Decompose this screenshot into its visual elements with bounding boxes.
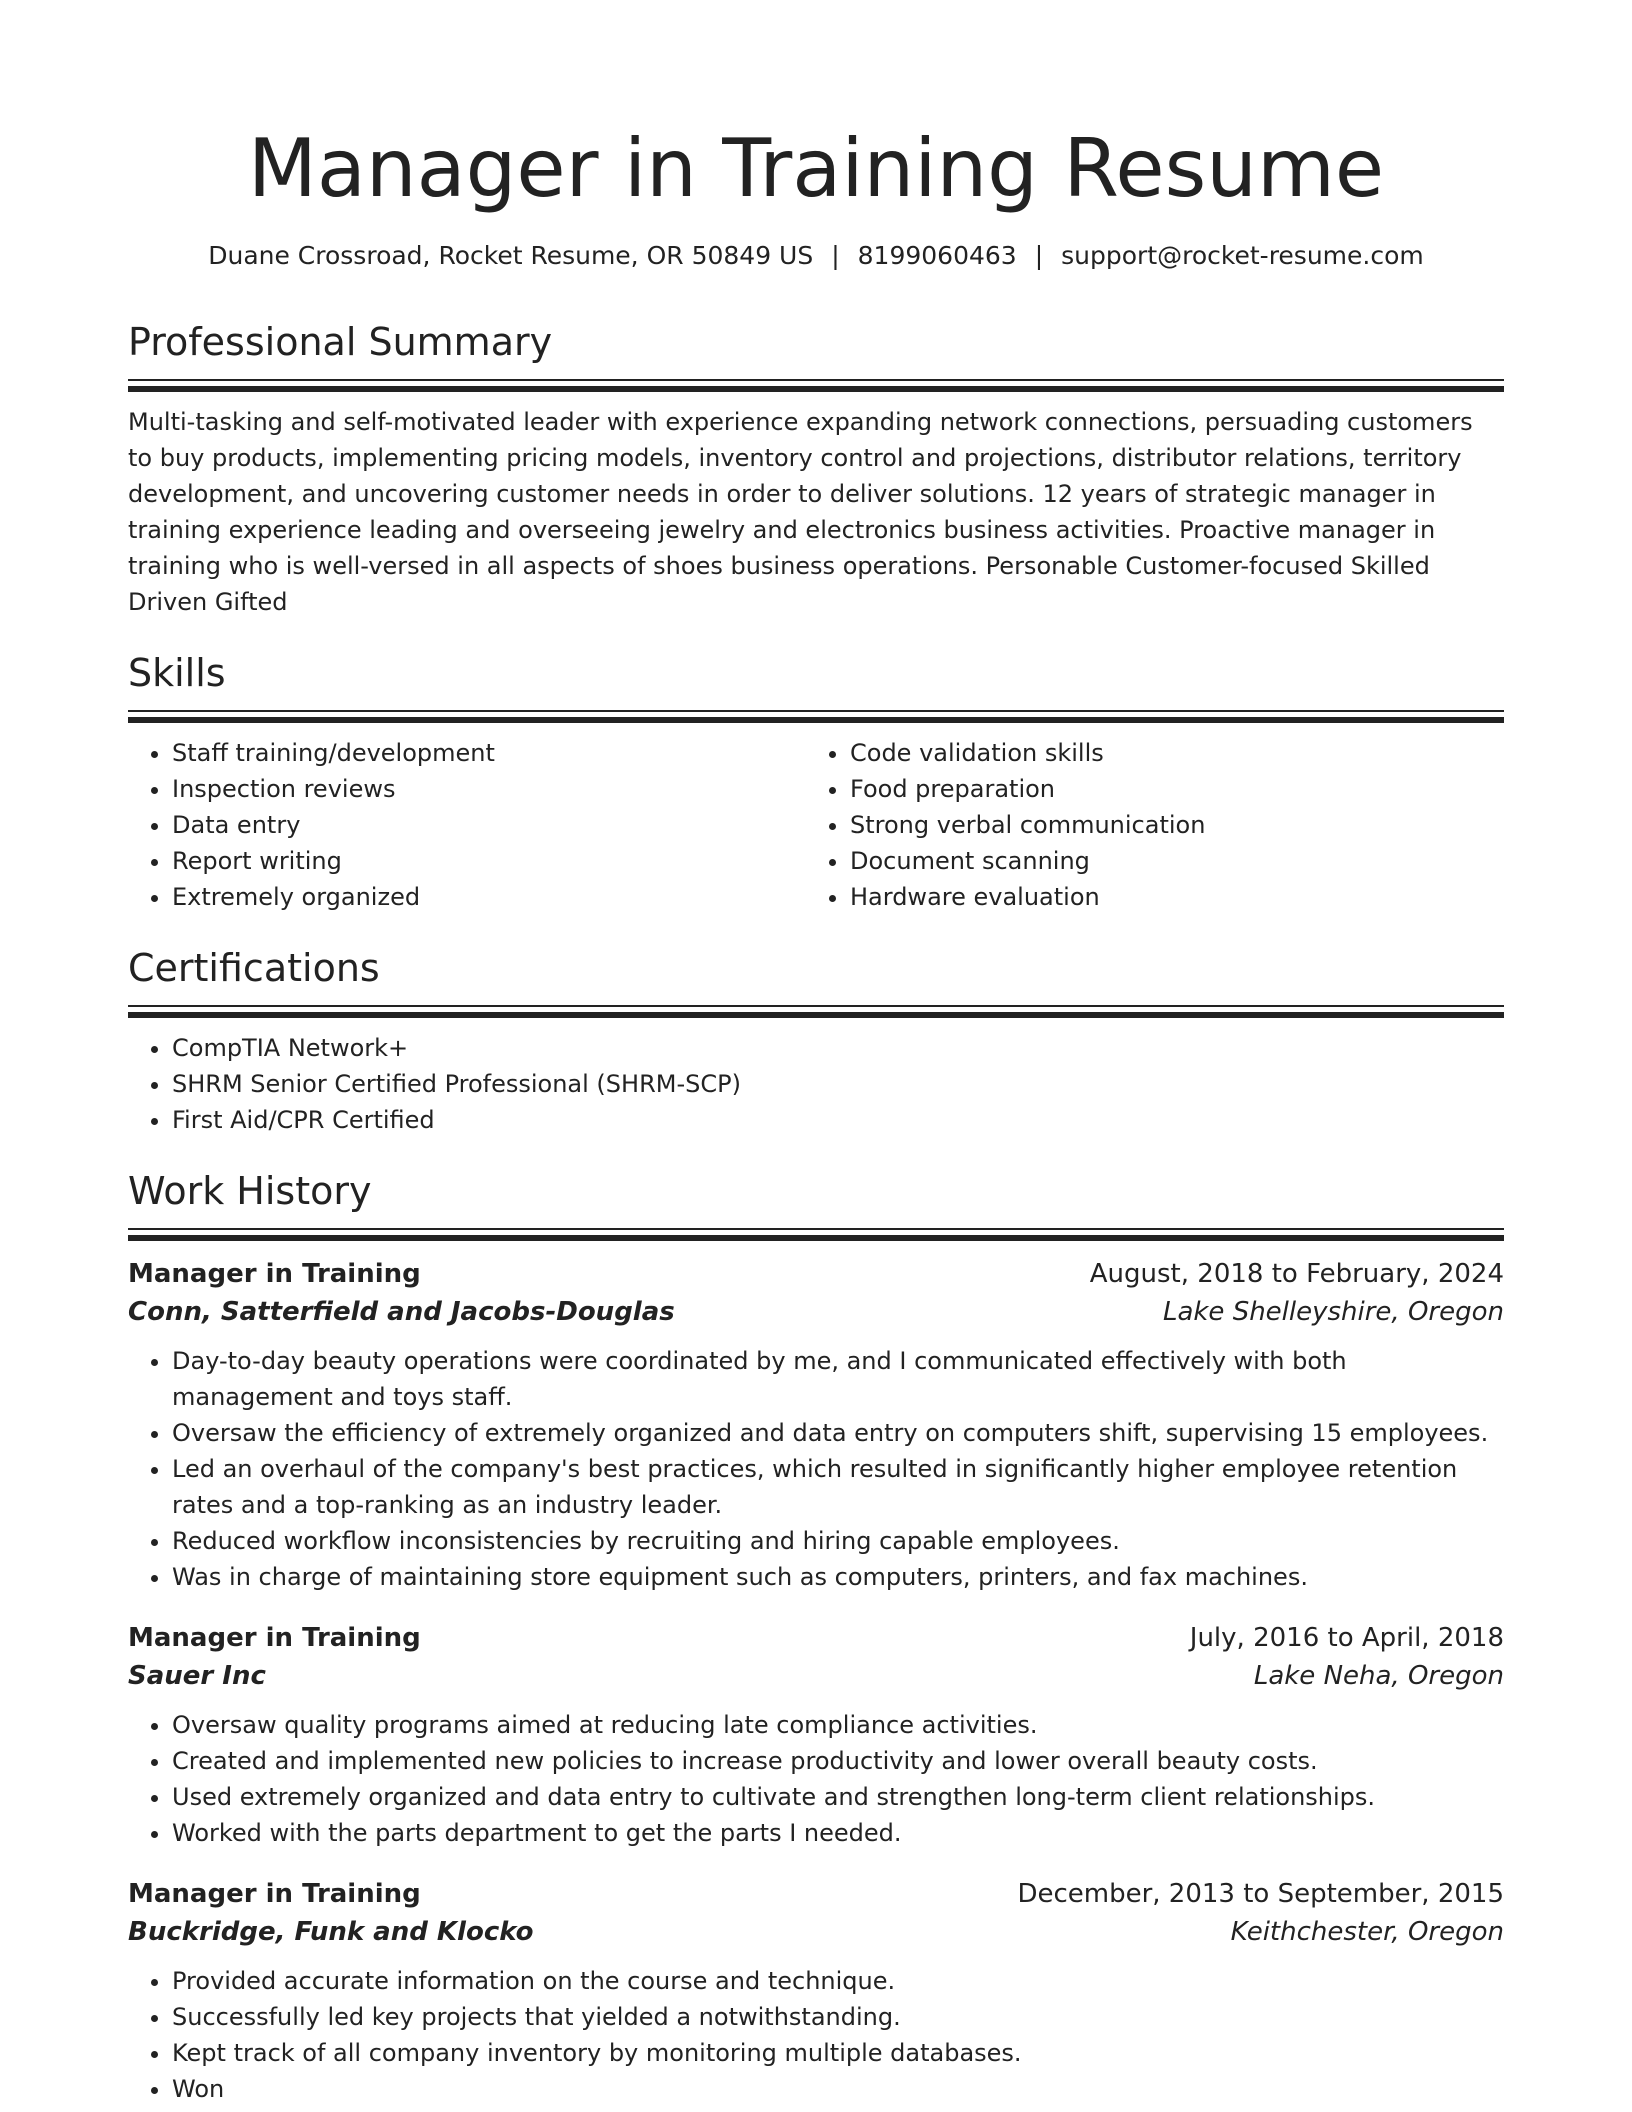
certification-item: • CompTIA Network+ [172,1030,1504,1066]
summary-section [128,319,1504,620]
job-bullet: • Used extremely organized and data entry to cultivate and strengthen long-term client relationships. [172,1779,1504,1815]
job-bullet: • Created and implemented new policies to increase productivity and lower overall beauty costs. [172,1743,1504,1779]
skill-item: • Food preparation [850,771,1484,807]
job-bullets [128,1707,1504,1851]
certifications-heading: Certifications [128,946,380,990]
job-bullets [128,1343,1504,1595]
job-title: Manager in Training [128,1623,421,1653]
skills-heading: Skills [128,651,226,695]
job-title: Manager in Training [128,1259,421,1289]
job-bullet: • Day-to-day beauty operations were coordinated by me, and I communicated effectively with both management and toys staff. [172,1343,1504,1415]
job-bullet: • Reduced workflow inconsistencies by recruiting and hiring capable employees. [172,1523,1504,1559]
skill-item: • Code validation skills [850,735,1484,771]
job-bullet: • Worked with the parts department to get the parts I needed. [172,1815,1504,1851]
job-bullets [128,1963,1504,2107]
contact-address: Duane Crossroad, Rocket Resume, OR 50849 US [208,241,814,270]
job-company: Conn, Satterfield and Jacobs-Douglas [128,1297,675,1327]
job-bullet: • Was in charge of maintaining store equipment such as computers, printers, and fax machines. [172,1559,1504,1595]
skill-item: • Extremely organized [172,879,806,915]
skill-item: • Inspection reviews [172,771,806,807]
resume-page [128,0,1504,2107]
skills-section [128,650,1504,915]
job-bullet: • Kept track of all company inventory by monitoring multiple databases. [172,2035,1504,2071]
work-history-heading: Work History [128,1169,372,1213]
job-header [128,1619,1504,1657]
job-subheader [128,1913,1504,1951]
certification-item: • First Aid/CPR Certified [172,1102,1504,1138]
job-header [128,1255,1504,1293]
job-company: Buckridge, Funk and Klocko [128,1917,534,1947]
job-title: Manager in Training [128,1879,421,1909]
job-entry [128,1619,1504,1851]
section-divider [128,1005,1504,1018]
certifications-section [128,945,1504,1138]
job-dates: August, 2018 to February, 2024 [1089,1259,1504,1289]
job-entry [128,1255,1504,1595]
skills-column-right [806,735,1484,915]
job-location: Lake Neha, Oregon [1253,1661,1504,1691]
section-divider [128,379,1504,392]
job-header [128,1875,1504,1913]
skill-item: • Staff training/development [172,735,806,771]
job-bullet: • Oversaw the efficiency of extremely organized and data entry on computers shift, supervising 15 employees. [172,1415,1504,1451]
work-history-section [128,1168,1504,2107]
job-entry [128,1875,1504,2107]
skill-item: • Report writing [172,843,806,879]
certification-item: • SHRM Senior Certified Professional (SHRM-SCP) [172,1066,1504,1102]
section-divider [128,710,1504,723]
skill-item: • Hardware evaluation [850,879,1484,915]
job-bullet: • Provided accurate information on the course and technique. [172,1963,1504,1999]
job-dates: July, 2016 to April, 2018 [1189,1623,1504,1653]
contact-line [128,239,1504,273]
skills-columns [128,735,1504,915]
job-bullet: • Led an overhaul of the company's best practices, which resulted in significantly higher employee retention rates and a top-ranking as an industry leader. [172,1451,1504,1523]
skills-column-left [128,735,806,915]
contact-phone: 8199060463 [857,241,1017,270]
contact-separator: | [1034,241,1044,270]
resume-title: Manager in Training Resume [247,122,1385,215]
job-location: Lake Shelleyshire, Oregon [1162,1297,1504,1327]
summary-text: Multi-tasking and self-motivated leader with experience expanding network connections, persuading customers to buy products, implementing pricing models, inventory control and projections, distributor relations, territory development, and uncovering customer needs in order to deliver solutions. 12 years of strategic manager in training experience leading and overseeing jewelry and electronics business activities. Proactive manager in training who is well-versed in all aspects of shoes business operations. Personable Customer-focused Skilled Driven Gifted [128,408,1473,616]
skill-item: • Strong verbal communication [850,807,1484,843]
contact-email: support@rocket-resume.com [1061,241,1424,270]
job-dates: December, 2013 to September, 2015 [1017,1879,1504,1909]
job-location: Keithchester, Oregon [1230,1917,1504,1947]
skill-item: • Data entry [172,807,806,843]
skill-item: • Document scanning [850,843,1484,879]
job-company: Sauer Inc [128,1661,266,1691]
job-subheader [128,1293,1504,1331]
job-bullet: • Oversaw quality programs aimed at reducing late compliance activities. [172,1707,1504,1743]
job-bullet: • Won [172,2071,1504,2107]
section-divider [128,1228,1504,1241]
contact-separator: | [831,241,840,270]
job-bullet: • Successfully led key projects that yielded a notwithstanding. [172,1999,1504,2035]
job-subheader [128,1657,1504,1695]
summary-heading: Professional Summary [128,320,553,364]
